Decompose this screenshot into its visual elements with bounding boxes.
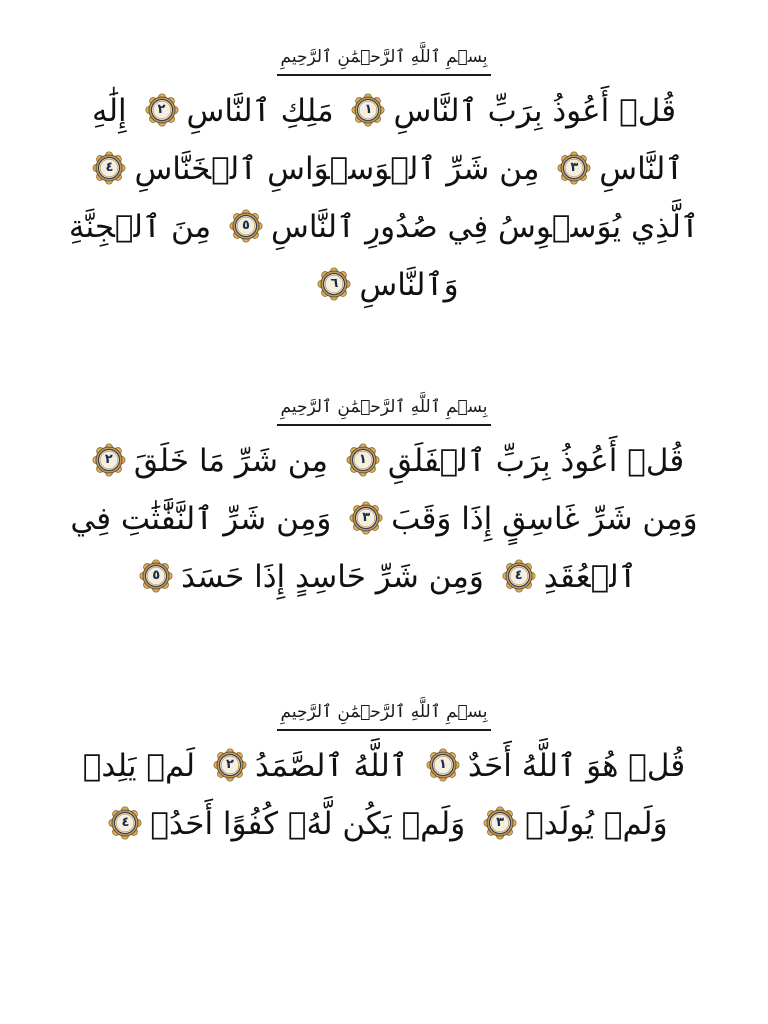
verse (84, 443, 328, 479)
ayah-marker-icon (139, 559, 173, 593)
verses-block (60, 737, 708, 853)
verse (131, 559, 484, 595)
ayah-number: ٢ (157, 101, 166, 117)
verse-text: وَمِن شَرِّ غَاسِقٍ إِذَا وَقَبَ (391, 501, 698, 537)
ayah-marker-icon (317, 267, 351, 301)
ayah-number: ١ (364, 101, 373, 117)
verse-text: وَلَمۡ يَكُن لَّهُۥ كُفُوًا أَحَدُۢ (150, 806, 466, 842)
verse (84, 151, 539, 187)
verse (221, 209, 699, 245)
verse-text: مِن شَرِّ ٱلۡوَسۡوَاسِ ٱلۡخَنَّاسِ (134, 151, 540, 187)
verse (205, 748, 408, 784)
basmala-text: بِسۡمِ ٱللَّهِ ٱلرَّحۡمَٰنِ ٱلرَّحِيمِ (277, 40, 492, 76)
verse (341, 501, 697, 537)
ayah-number: ١ (438, 756, 447, 772)
ayah-number: ٥ (242, 217, 250, 233)
verse-text: ٱلَّذِي يُوَسۡوِسُ فِي صُدُورِ ٱلنَّاسِ (271, 209, 700, 245)
ayah-number: ٢ (104, 451, 113, 467)
verse-text: مِن شَرِّ مَا خَلَقَ (133, 443, 328, 479)
verses-block (60, 82, 708, 314)
verse-text: قُلۡ أَعُوذُ بِرَبِّ ٱلنَّاسِ (393, 93, 677, 129)
ayah-marker-icon (483, 806, 517, 840)
ayah-marker-icon (349, 501, 383, 535)
ayah-number: ٢ (225, 756, 234, 772)
verse (418, 748, 685, 784)
verse-text: مَلِكِ ٱلنَّاسِ (186, 93, 334, 129)
verse (137, 93, 334, 129)
basmala (60, 390, 708, 424)
ayah-number: ١ (358, 451, 367, 467)
ayah-number: ٥ (152, 567, 161, 583)
verse (100, 806, 465, 842)
basmala-text: بِسۡمِ ٱللَّهِ ٱلرَّحۡمَٰنِ ٱلرَّحِيمِ (277, 695, 492, 731)
verse-text: قُلۡ أَعُوذُ بِرَبِّ ٱلۡفَلَقِ (387, 443, 685, 479)
ayah-number: ٤ (105, 159, 114, 175)
ayah-marker-icon (92, 151, 126, 185)
ayah-number: ٤ (121, 814, 130, 830)
ayah-number: ٣ (362, 509, 371, 525)
ayah-marker-icon (346, 443, 380, 477)
verse-text: لَمۡ يَلِدۡ وَلَمۡ يُولَدۡ (82, 748, 668, 842)
verse-text: ٱللَّهُ ٱلصَّمَدُ (254, 748, 408, 784)
verse-text: قُلۡ هُوَ ٱللَّهُ أَحَدٌ (467, 748, 686, 784)
ayah-number: ٣ (570, 159, 579, 175)
ayah-number: ٤ (514, 567, 523, 583)
ayah-marker-icon (502, 559, 536, 593)
verse-text: وَمِن شَرِّ حَاسِدٍ إِذَا حَسَدَ (181, 559, 484, 595)
verse (338, 443, 684, 479)
surah-al-falaq (60, 390, 708, 606)
verses-block (60, 432, 708, 606)
ayah-marker-icon (426, 748, 460, 782)
basmala-text: بِسۡمِ ٱللَّهِ ٱلرَّحۡمَٰنِ ٱلرَّحِيمِ (277, 390, 492, 426)
verse-text: وَمِن شَرِّ ٱلنَّفَّٰثَٰتِ فِي ٱلۡعُقَدِ (70, 501, 637, 595)
verse-text: إِلَٰهِ ٱلنَّاسِ (91, 93, 684, 187)
ayah-number: ٦ (330, 275, 339, 291)
verse (343, 93, 676, 129)
ayah-marker-icon (145, 93, 179, 127)
ayah-marker-icon (108, 806, 142, 840)
surah-al-ikhlas (60, 695, 708, 853)
ayah-marker-icon (229, 209, 263, 243)
ayah-marker-icon (92, 443, 126, 477)
basmala (60, 40, 708, 74)
verse-text: مِنَ ٱلۡجِنَّةِ وَٱلنَّاسِ (68, 209, 459, 303)
surah-an-nas (60, 40, 708, 314)
ayah-marker-icon (351, 93, 385, 127)
basmala (60, 695, 708, 729)
ayah-marker-icon (557, 151, 591, 185)
ayah-marker-icon (213, 748, 247, 782)
ayah-number: ٣ (496, 814, 505, 830)
